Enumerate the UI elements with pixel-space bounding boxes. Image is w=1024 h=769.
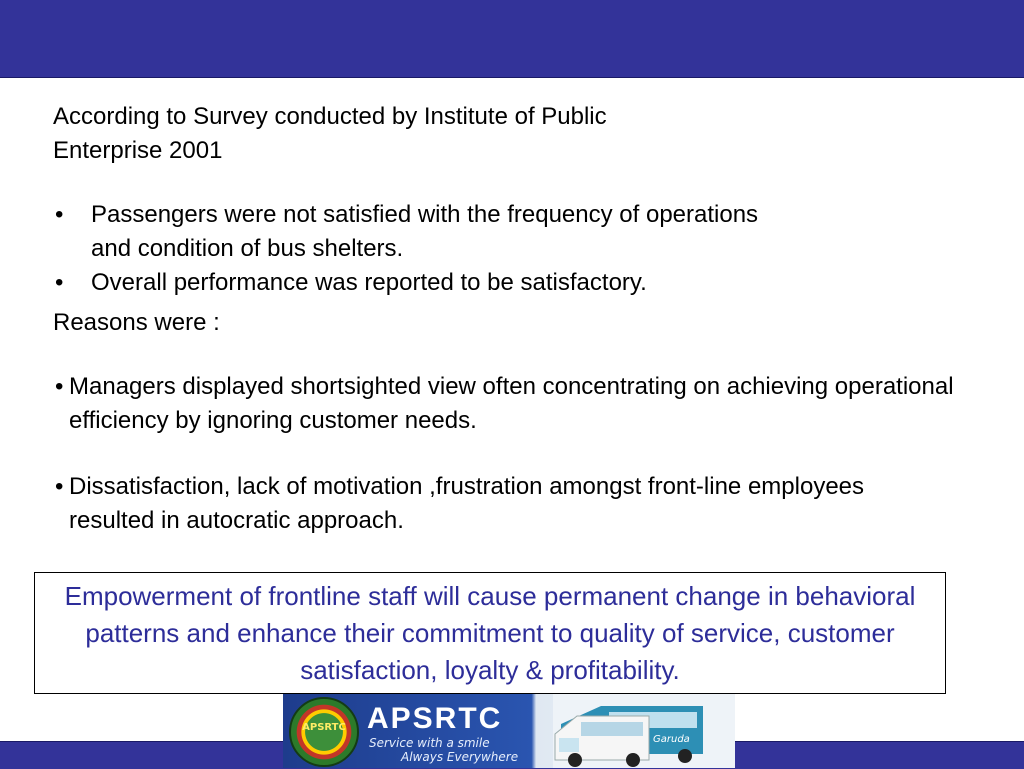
logo-tagline: Service with a smile — [369, 736, 490, 750]
reason-item: • Dissatisfaction, lack of motivation ,frustration amongst front-line employees resulted in autocratic approach. — [53, 470, 889, 538]
slide-body — [53, 100, 993, 570]
logo-tagline: Always Everywhere — [401, 750, 519, 764]
logo-title: APSRTC — [367, 702, 503, 735]
apsrtc-logo-banner — [283, 694, 735, 768]
top-header-bar — [0, 0, 1024, 78]
survey-intro: According to Survey conducted by Institute of Public Enterprise 2001 — [53, 103, 607, 164]
reason-item: • Managers displayed shortsighted view often concentrating on achieving operational efficiency by ignoring customer needs. — [53, 370, 983, 438]
findings-list — [53, 198, 773, 300]
emblem-text: APSRTC — [302, 722, 346, 733]
finding-item: • Overall performance was reported to be satisfactory. — [53, 266, 773, 300]
reasons-list — [53, 370, 983, 538]
svg-text:Garuda: Garuda — [653, 734, 690, 745]
reasons-heading: Reasons were : — [53, 309, 220, 336]
apsrtc-emblem-icon — [289, 697, 359, 767]
finding-item: • Passengers were not satisfied with the frequency of operations and condition of bus shelters. — [53, 198, 773, 266]
bus-image — [553, 694, 735, 768]
callout-box: Empowerment of frontline staff will cause permanent change in behavioral patterns and enhance their commitment to quality of service, customer satisfaction, loyalty & profitability. — [34, 572, 946, 694]
